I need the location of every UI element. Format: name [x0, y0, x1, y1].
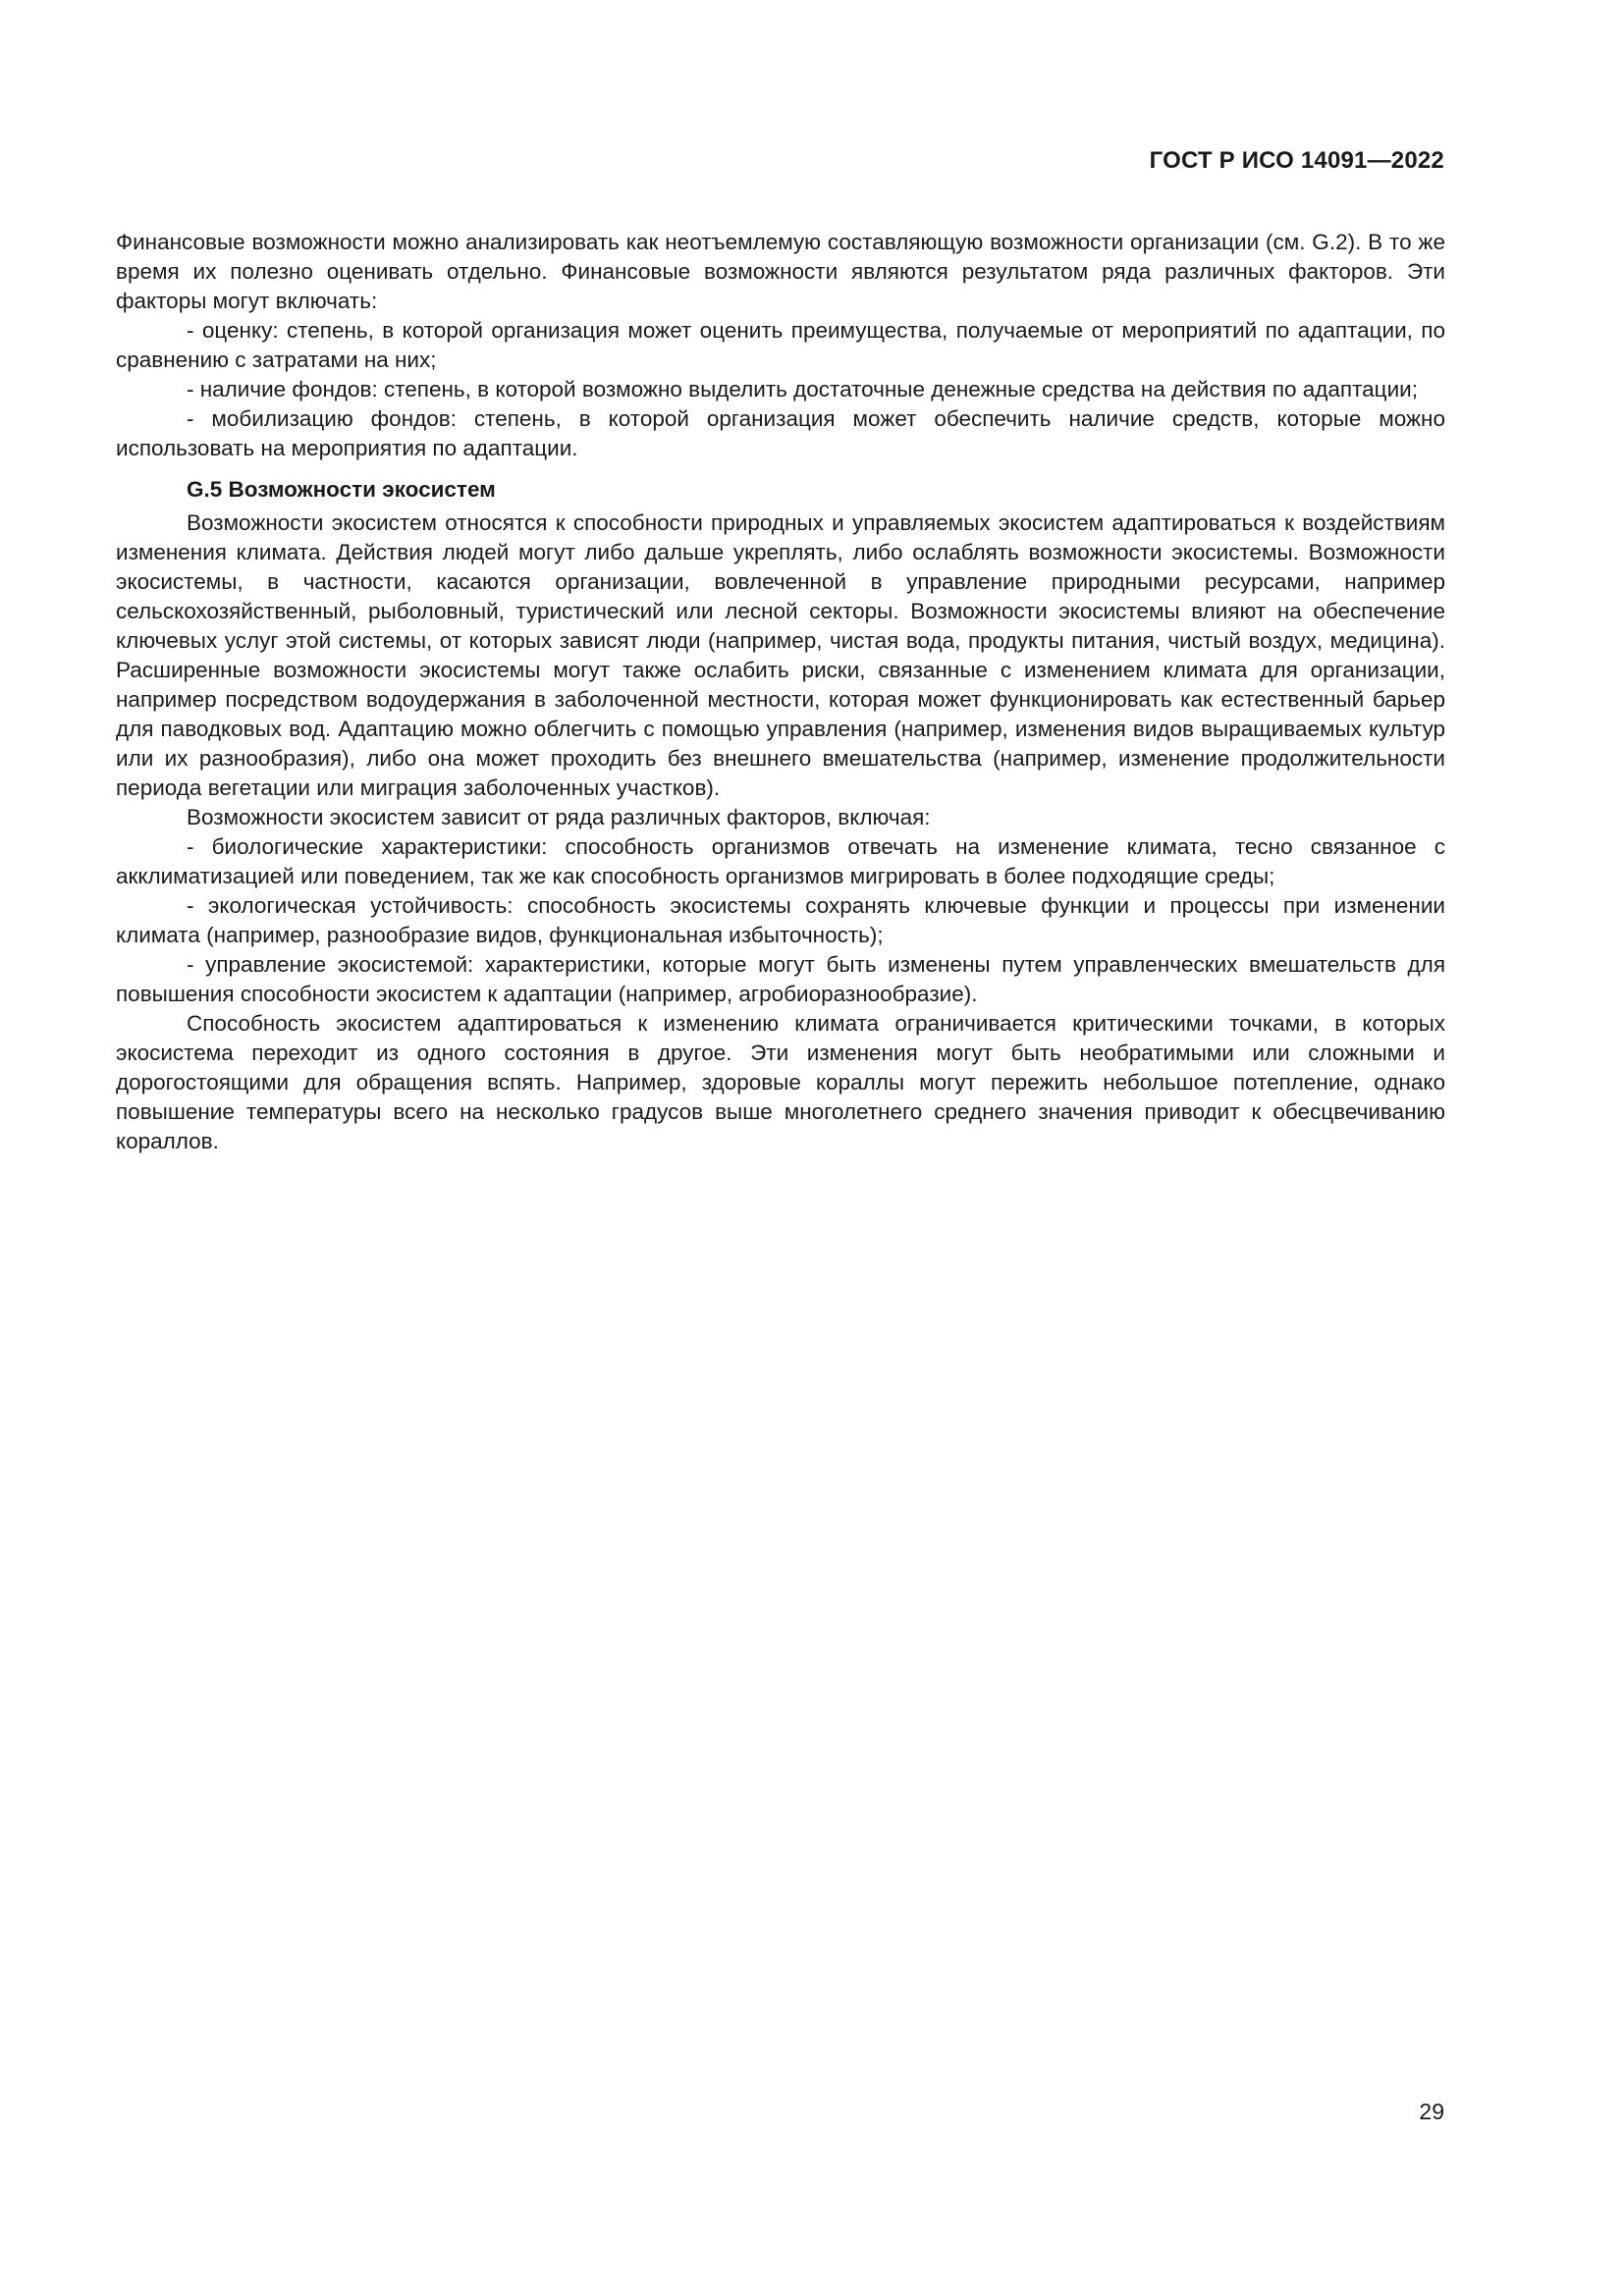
paragraph-factors-intro: Возможности экосистем зависит от ряда различных факторов, включая: — [187, 805, 931, 829]
list-item: - управление экосистемой: характеристики, которые могут быть изменены путем управленческих вмешательств для повышения способности экосистем к адаптации (например, агробиоразнообразие). — [116, 952, 1445, 1006]
paragraph-financial-capacity: Финансовые возможности можно анализировать как неотъемлемую составляющую возможности организации (см. G.2). В то же время их полезно оценивать отдельно. Финансовые возможности являются результатом ряда различных факторов. Эти факторы могут включать: — [116, 230, 1445, 313]
paragraph-tipping-points: Способность экосистем адаптироваться к изменению климата ограничивается критическими точками, в которых экосистема переходит из одного состояния в другое. Эти изменения могут быть необратимыми или сложными и дорогостоящими для обращения вспять. Например, здоровые кораллы могут пережить небольшое потепление, однако повышение температуры всего на несколько градусов выше многолетнего среднего значения приводит к обесцвечиванию кораллов. — [116, 1011, 1445, 1153]
document-header: ГОСТ Р ИСО 14091—2022 — [1149, 147, 1444, 174]
page-number: 29 — [1419, 2099, 1444, 2124]
paragraph-ecosystem-capacity: Возможности экосистем относятся к способности природных и управляемых экосистем адаптироваться к воздействиям изменения климата. Действия людей могут либо дальше укреплять, либо ослаблять возможности экосистемы. Возможности экосистемы, в частности, касаются организации, вовлеченной в управление природными ресурсами, например сельскохозяйственный, рыболовный, туристический или лесной секторы. Возможности экосистемы влияют на обеспечение ключевых услуг этой системы, от которых зависят люди (например, чистая вода, продукты питания, чистый воздух, медицина). Расширенные возможности экосистемы могут также ослабить риски, связанные с изменением климата для организации, например посредством водоудержания в заболоченной местности, которая может функционировать как естественный барьер для паводковых вод. Адаптацию можно облегчить с помощью управления (например, изменения видов выращиваемых культур или их разнообразия), либо она может проходить без внешнего вмешательства (например, изменение продолжительности периода вегетации или миграция заболоченных участков). — [116, 510, 1445, 800]
list-item: - наличие фондов: степень, в которой возможно выделить достаточные денежные средства на действия по адаптации; — [187, 377, 1418, 401]
list-item: - биологические характеристики: способность организмов отвечать на изменение климата, тесно связанное с акклиматизацией или поведением, так же как способность организмов мигрировать в более подходящие среды; — [116, 834, 1445, 888]
section-heading: G.5 Возможности экосистем — [187, 477, 496, 502]
list-item: - оценку: степень, в которой организация может оценить преимущества, получаемые от мероприятий по адаптации, по сравнению с затратами на них; — [116, 318, 1445, 372]
list-item: - мобилизацию фондов: степень, в которой организация может обеспечить наличие средств, которые можно использовать на мероприятия по адаптации. — [116, 406, 1445, 460]
list-item: - экологическая устойчивость: способность экосистемы сохранять ключевые функции и процессы при изменении климата (например, разнообразие видов, функциональная избыточность); — [116, 893, 1445, 947]
document-body — [116, 228, 1445, 1156]
